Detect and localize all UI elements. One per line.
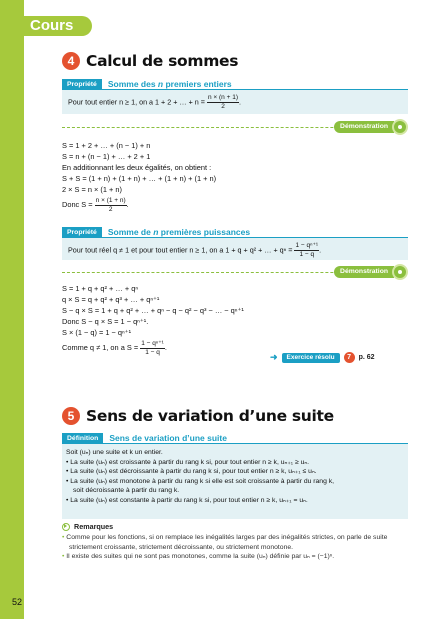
play-circle-icon — [62, 523, 70, 531]
demonstration-badge[interactable]: Démonstration — [334, 121, 394, 133]
math-line: 2 × S = n × (1 + n) — [62, 185, 122, 194]
math-line: S × (1 − q) = 1 − qⁿ⁺¹ — [62, 328, 132, 337]
exercise-number: 7 — [344, 352, 355, 363]
section-number-badge: 4 — [62, 52, 80, 70]
remark-line: • Il existe des suites qui ne sont pas monotones, comme la suite (uₙ) définie par uₙ = (−1)ⁿ. — [62, 552, 408, 562]
cours-tab: Cours — [24, 16, 92, 36]
property-title: Somme des n premiers entiers — [107, 79, 232, 89]
gear-icon — [392, 264, 408, 280]
remark-line: • Comme pour les fonctions, si on remplace les inégalités larges par des inégalités strictes, on parle de suite — [62, 533, 408, 543]
demonstration-bar-2[interactable] — [62, 266, 408, 278]
definition-label: Définition — [62, 433, 103, 444]
math-line: q × S = q + q² + q³ + … + qⁿ⁺¹ — [62, 295, 160, 304]
section-number-badge: 5 — [62, 407, 80, 425]
math-line: En additionnant les deux égalités, on obtient : — [62, 163, 212, 172]
definition-line: soit décroissante à partir du rang k. — [73, 487, 180, 494]
section-5-heading — [62, 407, 334, 425]
demonstration-bar-1[interactable] — [62, 121, 408, 133]
section-4-heading — [62, 52, 238, 70]
left-color-strip — [0, 0, 24, 619]
definition-line: • La suite (uₙ) est décroissante à partir du rang k si, pour tout entier n ≥ k, uₙ₊₁ ≤ uₙ. — [66, 467, 408, 477]
remark-line: strictement croissante, strictement décroissante, ou strictement monotone. — [69, 543, 294, 551]
math-line: S = 1 + q + q² + … + qⁿ — [62, 284, 139, 293]
section-title: Calcul de sommes — [86, 52, 239, 70]
property-statement-2: Pour tout réel q ≠ 1 et pour tout entier n ≥ 1, on a 1 + q + q² + … + qⁿ = $\frac{\text{1 − qⁿ⁺¹}}{1 - q}$ . — [62, 238, 408, 260]
definition-body — [62, 448, 408, 505]
section-title: Sens de variation d’une suite — [86, 407, 334, 425]
definition-line: • La suite (uₙ) est monotone à partir du rang k si elle est soit croissante à partir du rang k, — [66, 477, 408, 487]
demonstration-1-body — [62, 140, 408, 215]
property-statement-1: Pour tout entier n ≥ 1, on a 1 + 2 + … + n = $\frac{n \times (n + 1)}{2}$ . — [62, 90, 408, 114]
definition-line: • La suite (uₙ) est constante à partir du rang k si, pour tout entier n ≥ k, uₙ₊₁ = uₙ. — [66, 496, 408, 506]
remarks-heading: Remarques — [62, 522, 113, 531]
math-line: S + S = (1 + n) + (1 + n) + … + (1 + n) + (1 + n) — [62, 174, 217, 183]
demonstration-badge[interactable]: Démonstration — [334, 266, 394, 278]
definition-line: • La suite (uₙ) est croissante à partir du rang k si, pour tout entier n ≥ k, uₙ₊₁ ≥ uₙ. — [66, 458, 408, 468]
math-line: S = n + (n − 1) + … + 2 + 1 — [62, 152, 151, 161]
remarks-body — [62, 533, 408, 562]
math-line: Donc S − q × S = 1 − qⁿ⁺¹. — [62, 317, 149, 326]
definition-line: Soit (uₙ) une suite et k un entier. — [66, 449, 163, 456]
math-line-conclusion: Donc S = $\frac{n \times (1 + n)}{2}$ . — [62, 196, 129, 213]
property-title: Somme de n premières puissances — [107, 227, 251, 237]
page-number: 52 — [12, 597, 23, 607]
definition-title: Sens de variation d’une suite — [109, 433, 227, 443]
arrow-right-icon: ➜ — [270, 352, 278, 362]
math-line: S = 1 + 2 + … + (n − 1) + n — [62, 141, 151, 150]
exercise-badge[interactable]: Exercice résolu — [282, 353, 340, 363]
property-label: Propriété — [62, 227, 102, 238]
property-label: Propriété — [62, 79, 102, 90]
gear-icon — [392, 119, 408, 135]
exercise-page: p. 62 — [358, 354, 375, 361]
demonstration-2-body — [62, 283, 408, 358]
math-line-conclusion: Comme q ≠ 1, on a S = $\frac{\text{1 − qⁿ⁺¹}}{1 - q}$ . — [62, 339, 167, 356]
fraction: $\frac{\text{1 − qⁿ⁺¹}}{1 - q}$ — [295, 242, 319, 258]
exercise-reference-link[interactable] — [270, 352, 375, 363]
math-line: S − q × S = 1 + q + q² + … + qⁿ − q − q² − q³ − … − qⁿ⁺¹ — [62, 306, 244, 315]
fraction: $\frac{n \times (n + 1)}{2}$ — [208, 94, 238, 110]
